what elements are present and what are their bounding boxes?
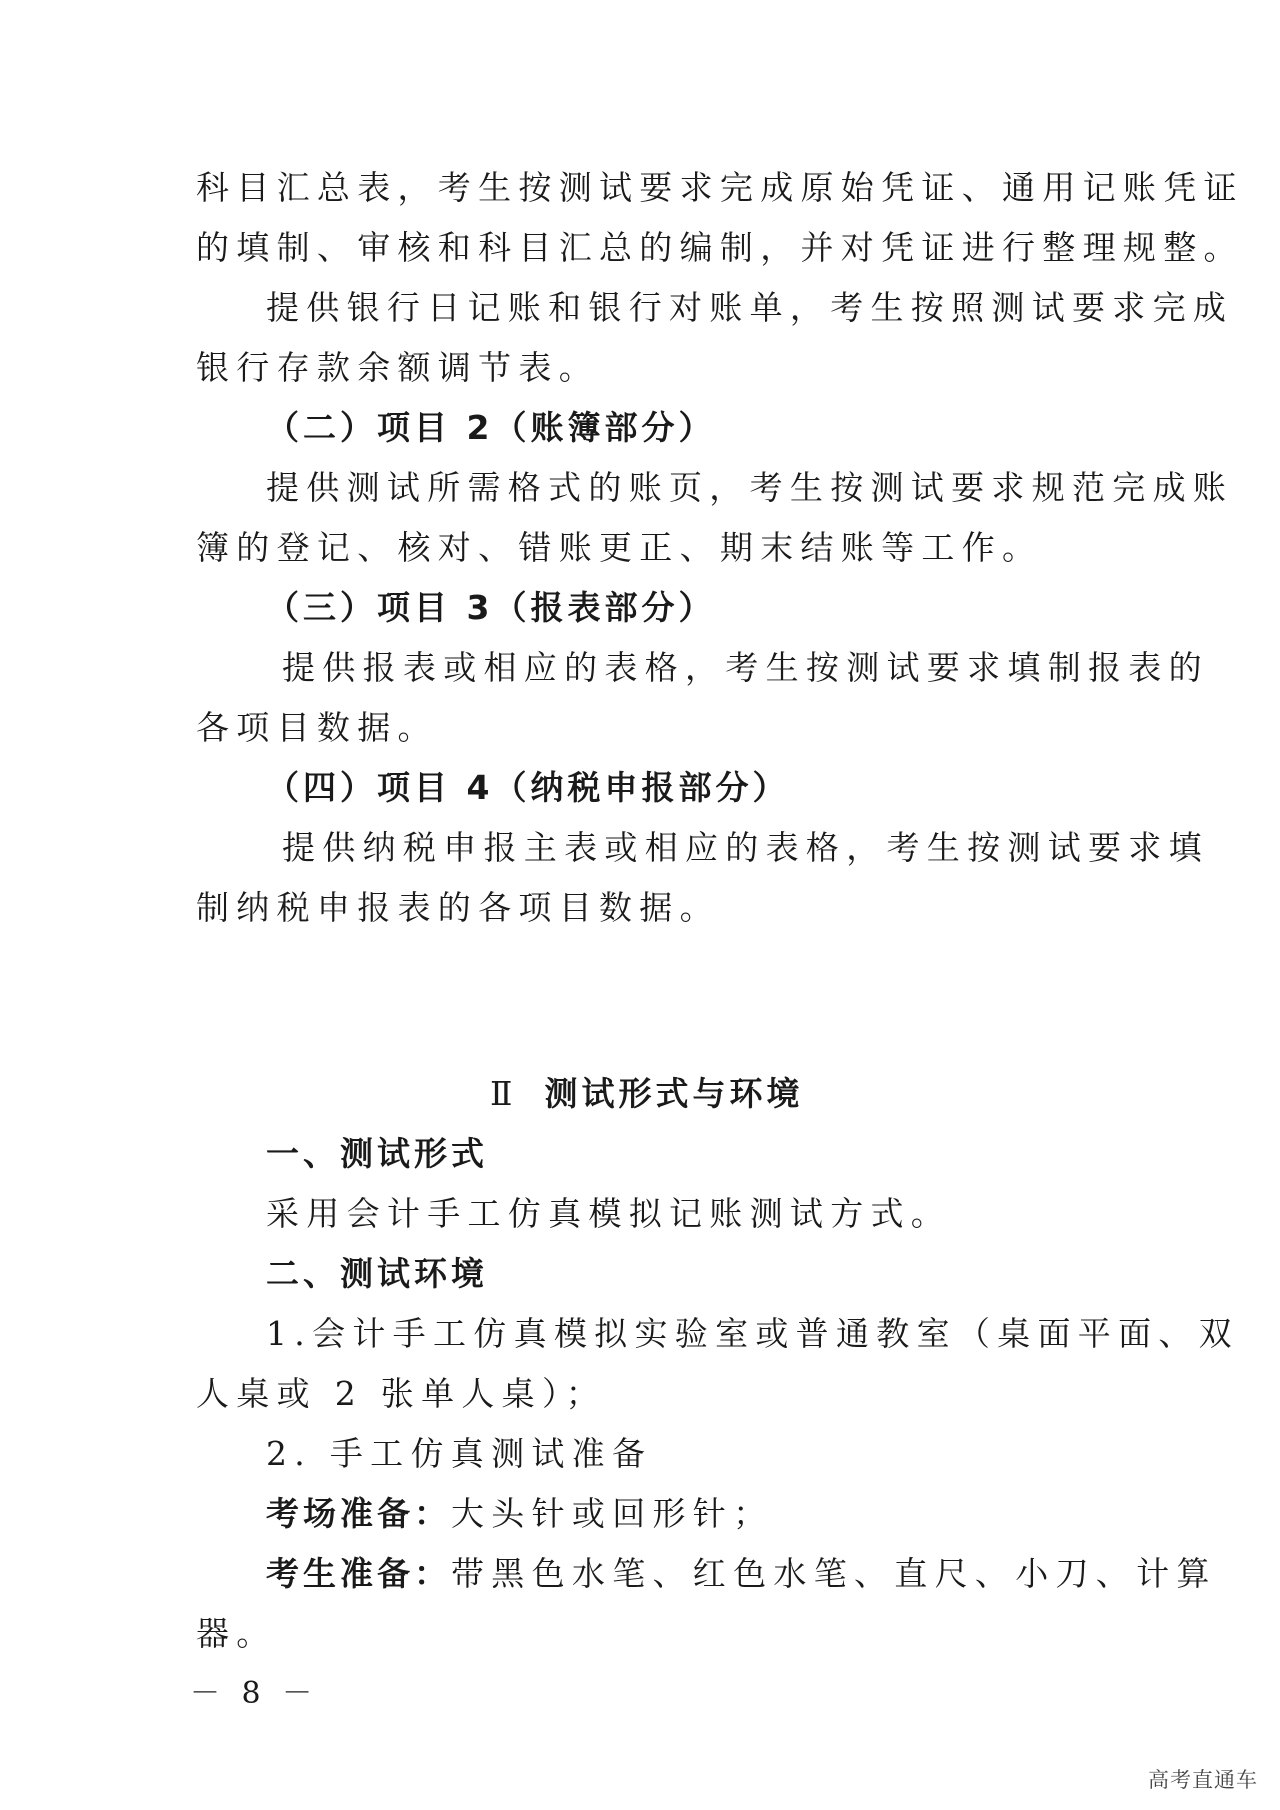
item-2-heading: （二）项目 2（账簿部分） <box>266 408 716 447</box>
venue-preparation-label: 考场准备： <box>266 1494 451 1533</box>
test-form-text: 采用会计手工仿真模拟记账测试方式。 <box>266 1194 952 1233</box>
venue-preparation-text: 大头针或回形针； <box>451 1494 774 1533</box>
watermark: 高考直通车 <box>1148 1768 1258 1792</box>
test-form-heading: 一、测试形式 <box>266 1134 488 1173</box>
section-title <box>490 1072 803 1116</box>
item-3-line-2: 各项目数据。 <box>196 708 438 747</box>
page-number: － 8 － <box>190 1676 319 1711</box>
candidate-preparation <box>266 1552 1217 1596</box>
paragraph-2-line-2: 银行存款余额调节表。 <box>196 348 599 387</box>
section-numeral: Ⅱ <box>490 1074 517 1113</box>
candidate-preparation-text: 带黑色水笔、红色水笔、直尺、小刀、计算 <box>451 1554 1217 1593</box>
item-3-line-1: 提供报表或相应的表格，考生按测试要求填制报表的 <box>282 648 1209 687</box>
item-3-heading: （三）项目 3（报表部分） <box>266 588 716 627</box>
item-2-line-2: 簿的登记、核对、错账更正、期末结账等工作。 <box>196 528 1043 567</box>
paragraph-1-line-2: 的填制、审核和科目汇总的编制，并对凭证进行整理规整。 <box>196 228 1244 267</box>
item-4-heading: （四）项目 4（纳税申报部分） <box>266 768 790 807</box>
test-environment-heading: 二、测试环境 <box>266 1254 488 1293</box>
item-4-line-2: 制纳税申报表的各项目数据。 <box>196 888 720 927</box>
item-2-line-1: 提供测试所需格式的账页，考生按测试要求规范完成账 <box>266 468 1234 507</box>
section-title-text: 测试形式与环境 <box>544 1074 804 1113</box>
candidate-preparation-label: 考生准备： <box>266 1554 451 1593</box>
venue-preparation <box>266 1492 773 1536</box>
environment-item-2: 2. 手工仿真测试准备 <box>266 1434 653 1473</box>
paragraph-2-line-1: 提供银行日记账和银行对账单，考生按照测试要求完成 <box>266 288 1234 327</box>
item-4-line-1: 提供纳税申报主表或相应的表格，考生按测试要求填 <box>282 828 1209 867</box>
candidate-preparation-text-2: 器。 <box>196 1614 277 1653</box>
environment-item-1-line-1: 1.会计手工仿真模拟实验室或普通教室（桌面平面、双 <box>266 1314 1239 1353</box>
paragraph-1-line-1: 科目汇总表，考生按测试要求完成原始凭证、通用记账凭证 <box>196 168 1244 207</box>
environment-item-1-line-2: 人桌或 2 张单人桌）； <box>196 1374 607 1413</box>
